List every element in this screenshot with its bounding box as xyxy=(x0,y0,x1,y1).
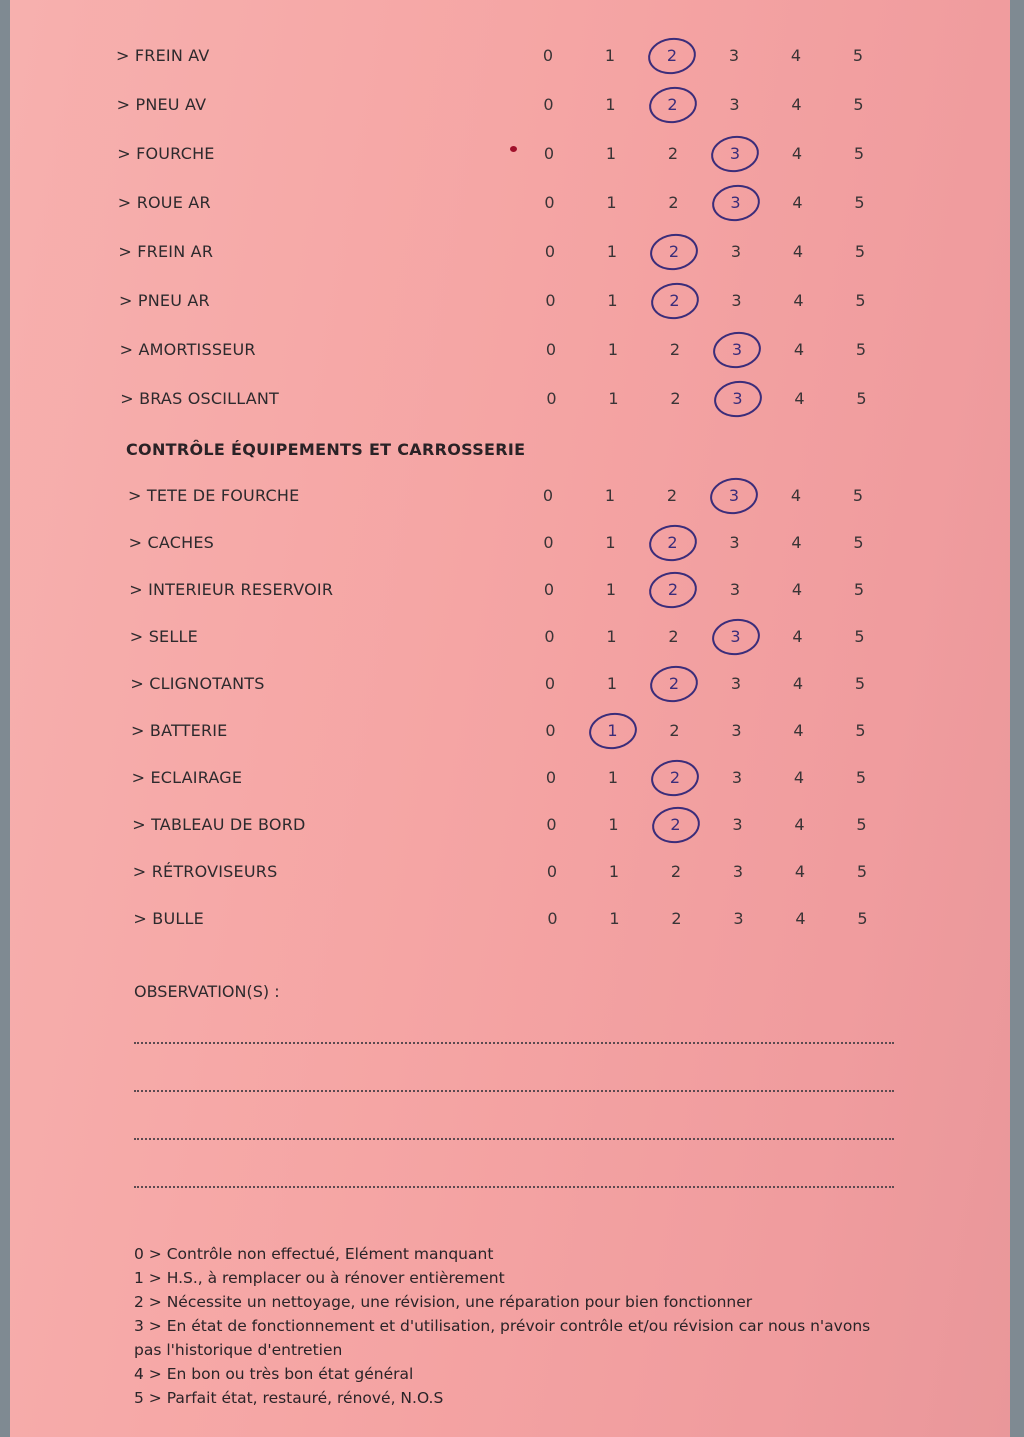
score-5[interactable]: 5 xyxy=(854,627,865,646)
score-2[interactable]: 2 xyxy=(662,46,682,65)
score-3[interactable]: 3 xyxy=(727,340,747,359)
score-1[interactable]: 1 xyxy=(606,242,618,261)
legend-line: 0 > Contrôle non effectué, Elément manquant xyxy=(134,1245,494,1263)
score-2[interactable]: 2 xyxy=(668,627,679,646)
score-2[interactable]: 2 xyxy=(670,389,681,408)
score-5[interactable]: 5 xyxy=(855,768,867,787)
score-3[interactable]: 3 xyxy=(726,627,746,646)
item-label: > FOURCHE xyxy=(117,144,215,163)
score-5[interactable]: 5 xyxy=(853,144,865,163)
score-2[interactable]: 2 xyxy=(665,291,685,310)
item-label: > TETE DE FOURCHE xyxy=(128,486,300,505)
score-3[interactable]: 3 xyxy=(730,674,742,693)
checklist-row xyxy=(10,291,1010,321)
score-2[interactable]: 2 xyxy=(664,242,684,261)
score-5[interactable]: 5 xyxy=(856,815,867,834)
score-0[interactable]: 0 xyxy=(547,909,558,928)
item-label: > CACHES xyxy=(128,533,214,552)
score-3[interactable]: 3 xyxy=(725,144,745,163)
score-2[interactable]: 2 xyxy=(663,580,683,599)
score-3[interactable]: 3 xyxy=(732,815,743,834)
item-label: > FREIN AV xyxy=(116,46,210,65)
score-5[interactable]: 5 xyxy=(853,95,864,114)
score-4[interactable]: 4 xyxy=(792,674,804,693)
score-5[interactable]: 5 xyxy=(852,486,864,505)
score-0[interactable]: 0 xyxy=(546,815,557,834)
legend xyxy=(134,1242,894,1410)
score-1[interactable]: 1 xyxy=(607,291,618,310)
score-5[interactable]: 5 xyxy=(855,721,866,740)
observation-line xyxy=(134,1186,894,1188)
observation-line xyxy=(134,1090,894,1092)
score-0[interactable]: 0 xyxy=(543,580,555,599)
score-3[interactable]: 3 xyxy=(731,721,742,740)
score-4[interactable]: 4 xyxy=(791,533,802,552)
score-4[interactable]: 4 xyxy=(790,46,802,65)
score-5[interactable]: 5 xyxy=(856,862,868,881)
item-label: > AMORTISSEUR xyxy=(119,340,256,359)
checklist-row xyxy=(10,46,1010,76)
score-5[interactable]: 5 xyxy=(855,340,867,359)
score-1[interactable]: 1 xyxy=(608,862,620,881)
item-label: > INTERIEUR RESERVOIR xyxy=(129,580,334,599)
score-2[interactable]: 2 xyxy=(664,674,684,693)
score-1[interactable]: 1 xyxy=(603,721,623,740)
score-0[interactable]: 0 xyxy=(544,627,555,646)
score-0[interactable]: 0 xyxy=(543,95,554,114)
score-0[interactable]: 0 xyxy=(545,340,557,359)
score-0[interactable]: 0 xyxy=(543,144,555,163)
score-1[interactable]: 1 xyxy=(606,674,618,693)
score-3[interactable]: 3 xyxy=(732,862,744,881)
checklist-row xyxy=(10,815,1010,845)
score-1[interactable]: 1 xyxy=(607,340,619,359)
score-3[interactable]: 3 xyxy=(730,242,742,261)
score-5[interactable]: 5 xyxy=(852,46,864,65)
score-0[interactable]: 0 xyxy=(546,862,558,881)
item-label: > PNEU AR xyxy=(119,291,210,310)
score-2[interactable]: 2 xyxy=(669,340,681,359)
score-5[interactable]: 5 xyxy=(857,909,868,928)
score-4[interactable]: 4 xyxy=(791,580,803,599)
score-2[interactable]: 2 xyxy=(671,909,682,928)
checklist-row xyxy=(10,862,1010,892)
observations-label: OBSERVATION(S) : xyxy=(134,982,280,1001)
score-1[interactable]: 1 xyxy=(606,627,617,646)
score-0[interactable]: 0 xyxy=(546,389,557,408)
score-1[interactable]: 1 xyxy=(606,193,617,212)
score-2[interactable]: 2 xyxy=(666,815,686,834)
score-1[interactable]: 1 xyxy=(605,580,617,599)
legend-line: 1 > H.S., à remplacer ou à rénover entièrement xyxy=(134,1269,505,1287)
score-1[interactable]: 1 xyxy=(607,768,619,787)
score-0[interactable]: 0 xyxy=(545,721,556,740)
score-4[interactable]: 4 xyxy=(793,721,804,740)
item-label: > PNEU AV xyxy=(116,95,207,114)
score-0[interactable]: 0 xyxy=(542,46,554,65)
score-3[interactable]: 3 xyxy=(728,46,740,65)
item-label: > BRAS OSCILLANT xyxy=(120,389,280,408)
score-3[interactable]: 3 xyxy=(724,486,744,505)
score-3[interactable]: 3 xyxy=(729,95,740,114)
score-3[interactable]: 3 xyxy=(728,389,748,408)
score-0[interactable]: 0 xyxy=(544,674,556,693)
score-0[interactable]: 0 xyxy=(544,193,555,212)
section-title: CONTRÔLE ÉQUIPEMENTS ET CARROSSERIE xyxy=(126,440,526,459)
score-5[interactable]: 5 xyxy=(854,242,866,261)
score-3[interactable]: 3 xyxy=(729,580,741,599)
score-4[interactable]: 4 xyxy=(793,291,804,310)
checklist-row xyxy=(10,627,1010,657)
item-label: > ROUE AR xyxy=(117,193,211,212)
checklist-row xyxy=(10,340,1010,370)
checklist-row xyxy=(10,95,1010,125)
score-0[interactable]: 0 xyxy=(545,291,556,310)
item-label: > TABLEAU DE BORD xyxy=(132,815,306,834)
score-2[interactable]: 2 xyxy=(668,193,679,212)
legend-line: 2 > Nécessite un nettoyage, une révision, une réparation pour bien fonctionner xyxy=(134,1293,753,1311)
score-5[interactable]: 5 xyxy=(855,291,866,310)
score-5[interactable]: 5 xyxy=(853,580,865,599)
item-label: > RÉTROVISEURS xyxy=(132,862,278,881)
score-2[interactable]: 2 xyxy=(670,862,682,881)
score-0[interactable]: 0 xyxy=(542,486,554,505)
score-5[interactable]: 5 xyxy=(854,193,865,212)
legend-line: 5 > Parfait état, restauré, rénové, N.O.S xyxy=(134,1389,444,1407)
score-2[interactable]: 2 xyxy=(663,533,683,552)
checklist-row xyxy=(10,533,1010,563)
item-label: > SELLE xyxy=(129,627,198,646)
observation-line xyxy=(134,1138,894,1140)
score-4[interactable]: 4 xyxy=(791,95,802,114)
score-2[interactable]: 2 xyxy=(666,486,678,505)
score-4[interactable]: 4 xyxy=(793,768,805,787)
item-label: > BULLE xyxy=(133,909,204,928)
score-0[interactable]: 0 xyxy=(544,242,556,261)
checklist-row xyxy=(10,721,1010,751)
score-1[interactable]: 1 xyxy=(609,909,620,928)
score-3[interactable]: 3 xyxy=(726,193,746,212)
checklist-row xyxy=(10,144,1010,174)
score-4[interactable]: 4 xyxy=(794,389,805,408)
legend-line: 3 > En état de fonctionnement et d'utilisation, prévoir contrôle et/ou révision car nous n'avons pas l'historique d'entretien xyxy=(134,1317,871,1359)
score-5[interactable]: 5 xyxy=(854,674,866,693)
observation-line xyxy=(134,1042,894,1044)
score-3[interactable]: 3 xyxy=(731,291,742,310)
score-3[interactable]: 3 xyxy=(729,533,740,552)
score-2[interactable]: 2 xyxy=(665,768,685,787)
score-1[interactable]: 1 xyxy=(605,144,617,163)
legend-line: 4 > En bon ou très bon état général xyxy=(134,1365,414,1383)
item-label: > FREIN AR xyxy=(118,242,214,261)
score-4[interactable]: 4 xyxy=(792,242,804,261)
checklist-row xyxy=(10,768,1010,798)
checklist-row xyxy=(10,580,1010,610)
score-0[interactable]: 0 xyxy=(543,533,554,552)
score-4[interactable]: 4 xyxy=(790,486,802,505)
score-5[interactable]: 5 xyxy=(853,533,864,552)
checklist-row xyxy=(10,909,1010,939)
score-5[interactable]: 5 xyxy=(856,389,867,408)
score-1[interactable]: 1 xyxy=(608,815,619,834)
score-4[interactable]: 4 xyxy=(792,627,803,646)
score-2[interactable]: 2 xyxy=(669,721,680,740)
score-4[interactable]: 4 xyxy=(794,862,806,881)
checklist-row xyxy=(10,389,1010,419)
item-label: > ECLAIRAGE xyxy=(131,768,243,787)
score-4[interactable]: 4 xyxy=(791,144,803,163)
score-1[interactable]: 1 xyxy=(604,486,616,505)
checklist-row xyxy=(10,193,1010,223)
item-label: > CLIGNOTANTS xyxy=(130,674,265,693)
score-1[interactable]: 1 xyxy=(608,389,619,408)
score-1[interactable]: 1 xyxy=(605,95,616,114)
score-1[interactable]: 1 xyxy=(604,46,616,65)
score-1[interactable]: 1 xyxy=(605,533,616,552)
score-4[interactable]: 4 xyxy=(793,340,805,359)
item-label: > BATTERIE xyxy=(131,721,228,740)
checklist-row xyxy=(10,674,1010,704)
score-4[interactable]: 4 xyxy=(795,909,806,928)
score-2[interactable]: 2 xyxy=(667,144,679,163)
inspection-sheet xyxy=(10,0,1010,1437)
score-4[interactable]: 4 xyxy=(794,815,805,834)
score-3[interactable]: 3 xyxy=(733,909,744,928)
score-2[interactable]: 2 xyxy=(663,95,683,114)
score-0[interactable]: 0 xyxy=(545,768,557,787)
checklist-row xyxy=(10,242,1010,272)
score-4[interactable]: 4 xyxy=(792,193,803,212)
checklist-row xyxy=(10,486,1010,516)
score-3[interactable]: 3 xyxy=(731,768,743,787)
